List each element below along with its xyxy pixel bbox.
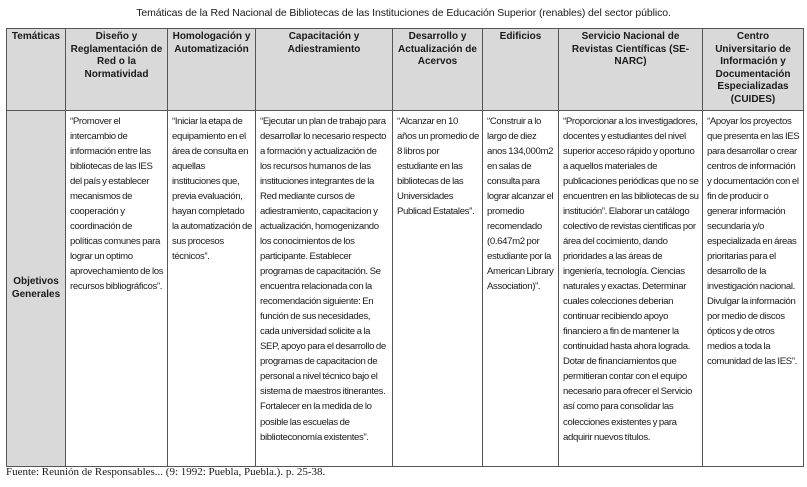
header-cuides: Centro Universitario de Información y Documentación Especializadas (CUIDES)	[703, 29, 804, 111]
cell-diseno: “Promover el intercambio de información entre las bibliotecas de las IES del país y establecer mecanismos de cooperación y coordinación de políticas comunes para lograr un optimo aprovechamiento de los recursos bibliográficos”.	[66, 110, 168, 466]
header-capacitacion: Capacitación y Adiestramiento	[256, 29, 393, 111]
themes-table	[6, 28, 804, 467]
source-footnote: Fuente: Reunión de Responsables... (9: 1992: Puebla, Puebla.). p. 25-38.	[6, 466, 326, 478]
cell-desarrollo: “Alcanzar en 10 años un promedio de 8 libros por estudiante en las bibliotecas de las Universidades Publicad Estatales”.	[393, 110, 483, 466]
cell-senarc: “Proporcionar a los investigadores, docentes y estudiantes del nivel superior acceso rápido y oportuno a aquellos materiales de publicaciones periódicas que no se encuentren en las bibliotecas de su institución”. Elaborar un catálogo colectivo de revistas cientificas por área del cocimiento, dando prioridades a las áreas de ingeniería, tecnología. Ciencias naturales y exactas. Determinar cuales colecciones deberian continuar recibiendo apoyo financiero a fin de mantener la continuidad hasta ahora lograda. Dotar de financiamientos que permitieran contar con el equipo necesario para ofrecer el Servicio así como para consolidar las colecciones existentes y para adquirir nuevos títulos.	[559, 110, 703, 466]
cell-edificios: “Construir a lo largo de diez anos 134,000m2 en salas de consulta para lograr alcanzar el promedio recomendado (0.647m2 por estudiante por la American Library Association)”.	[483, 110, 559, 466]
header-edificios: Edificios	[483, 29, 559, 111]
header-desarrollo: Desarrollo y Actualización de Acervos	[393, 29, 483, 111]
header-homologacion: Homologación y Automatización	[168, 29, 256, 111]
header-senarc: Servicio Nacional de Revistas Científicas (SE-NARC)	[559, 29, 703, 111]
header-row	[7, 29, 804, 111]
cell-cuides: “Apoyar los proyectos que presenta en las IES para desarrollar o crear centros de información y documentación con el fin de producir o generar información secundaria y/o especializada en áreas prioritarias para el desarrollo de la investigación nacional. Divulgar la información por medio de discos ópticos y de otros medios a toda la comunidad de las IES”.	[703, 110, 804, 466]
header-tematicas: Temáticas	[7, 29, 66, 111]
cell-capacitacion: “Ejecutar un plan de trabajo para desarrollar lo necesario respecto a formación y actualización de los recursos humanos de las instituciones integrantes de la Red mediante cursos de adiestramiento, capacitacion y actualización, homogenizando los conocimientos de los participante. Establecer programas de capacitación. Se encuentra relacionada con la recomendación siguiente: En función de sus necesidades, cada universidad solicite a la SEP, apoyo para el desarrollo de programas de capacitacion de personal a nivel técnico bajo el sistema de maestros itinerantes. Fortalecer en la medida de lo posible las escuelas de biblioteconomía existentes”.	[256, 110, 393, 466]
table-caption: Temáticas de la Red Nacional de Bibliotecas de las Instituciones de Educación Superior (renables) del sector público.	[136, 7, 671, 19]
cell-homologacion: “Iniciar la etapa de equipamiento en el área de consulta en aquellas instituciones que, previa evaluación, hayan completado la automatización de sus procesos técnicos”.	[168, 110, 256, 466]
table-row	[7, 110, 804, 466]
header-diseno: Diseño y Reglamentación de Red o la Normatividad	[66, 29, 168, 111]
row-label: Objetivos Generales	[7, 110, 66, 466]
